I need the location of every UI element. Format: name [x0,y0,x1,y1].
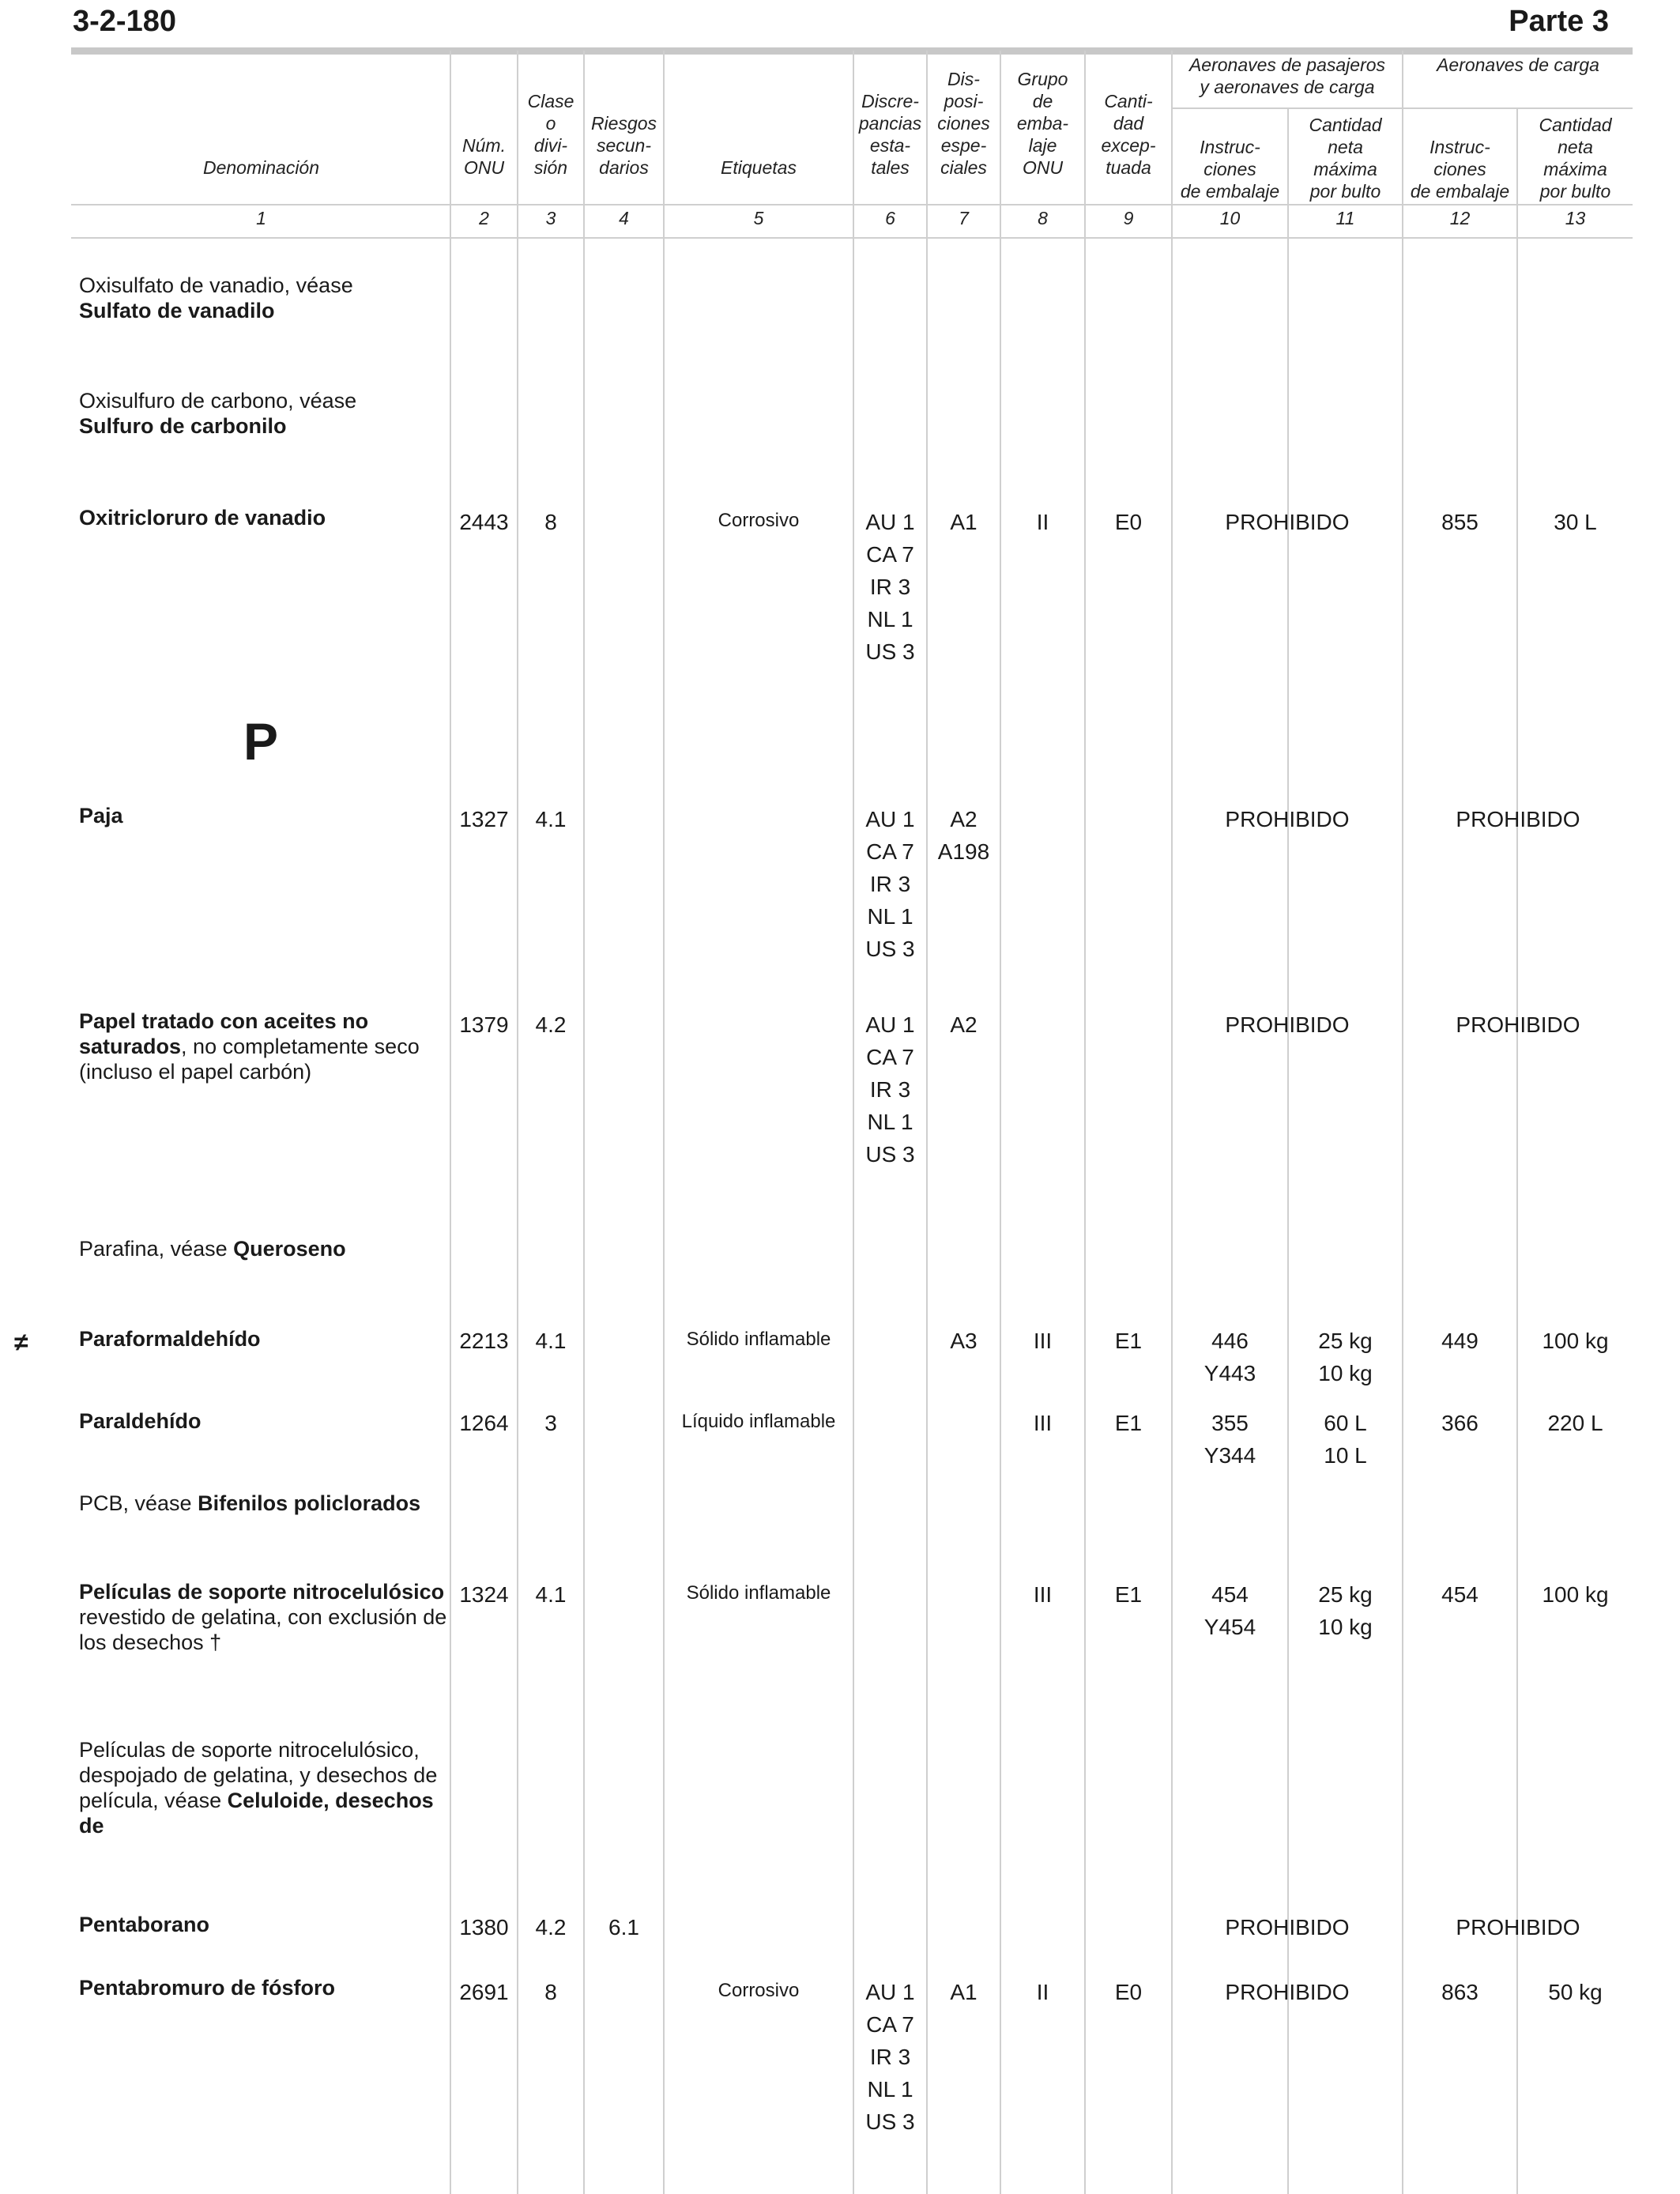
excepted-quantity: E0 [1114,1980,1143,2004]
change-mark: ≠ [14,1328,28,1356]
hazard-label: Corrosivo [718,510,800,531]
column-number: 4 [619,208,629,228]
col-header-un-number: Núm. ONU [462,135,506,178]
column-number: 11 [1335,208,1355,228]
column-divider [1402,51,1403,2194]
column-divider [1516,107,1518,2194]
group-header-cargo: Aeronaves de carga [1437,55,1599,75]
cargo-forbidden: PROHIBIDO [1456,1915,1580,1940]
class-division: 8 [544,510,557,534]
un-number: 1379 [459,1012,509,1037]
excepted-quantity: E0 [1114,510,1143,534]
excepted-quantity: E1 [1114,1411,1143,1435]
column-number: 12 [1449,208,1471,228]
col-header-subsidiary-risk: Riesgos secun- darios [590,113,657,178]
table-row-name: Paraldehído [79,1409,202,1433]
pax-forbidden: PROHIBIDO [1225,807,1350,831]
number-rule [71,237,1633,239]
cargo-max-qty: 100 kg [1542,1329,1609,1353]
class-division: 4.2 [535,1012,567,1037]
col-header-pax-max-qty: Cantidad neta máxima por bulto [1309,115,1382,202]
col-header-excepted-quantity: Canti- dad excep- tuada [1101,91,1156,178]
column-divider [1287,107,1289,2194]
special-provisions: A1 [950,1980,977,2004]
header-rule [71,204,1633,205]
col-header-state-variations: Discre- pancias esta- tales [858,91,922,178]
section-letter: P [243,712,279,771]
cargo-packing-instruction: 855 [1441,510,1478,534]
table-row-name: Oxitricloruro de vanadio [79,506,326,530]
un-number: 1264 [459,1411,509,1435]
un-number: 2443 [459,510,509,534]
pax-packing-instruction: 454 Y454 [1203,1582,1256,1639]
pax-packing-instruction: 355 Y344 [1203,1411,1256,1468]
state-variations: AU 1 CA 7 IR 3 NL 1 US 3 [865,807,915,961]
subsidiary-risk: 6.1 [608,1915,639,1940]
cargo-packing-instruction: 454 [1441,1582,1478,1607]
column-number: 13 [1565,208,1586,228]
hazard-label: Líquido inflamable [681,1411,836,1432]
column-number: 8 [1038,208,1048,228]
col-header-packing-group: Grupo de emba- laje ONU [1016,69,1069,178]
column-number: 7 [959,208,969,228]
column-number: 9 [1123,208,1134,228]
col-header-cargo-max-qty: Cantidad neta máxima por bulto [1539,115,1612,202]
table-row-name: Papel tratado con aceites no saturados, no completamente seco (incluso el papel carbón) [79,1009,420,1084]
col-header-cargo-packing-instructions: Instruc- ciones de embalaje [1410,137,1510,202]
cargo-max-qty: 50 kg [1548,1980,1603,2004]
special-provisions: A2 [950,1012,977,1037]
cargo-forbidden: PROHIBIDO [1456,807,1580,831]
hazard-label: Sólido inflamable [686,1329,831,1350]
col-header-class: Clase o divi- sión [527,91,574,178]
cargo-max-qty: 30 L [1554,510,1597,534]
group-rule [1171,107,1633,109]
excepted-quantity: E1 [1114,1329,1143,1353]
table-row-name: Parafina, véase Queroseno [79,1237,346,1261]
table-row-name: Oxisulfuro de carbono, véase Sulfuro de carbonilo [79,389,357,438]
cargo-packing-instruction: 366 [1441,1411,1478,1435]
pax-max-qty: 25 kg 10 kg [1318,1582,1373,1639]
pax-packing-instruction: 446 Y443 [1203,1329,1256,1385]
pax-max-qty: 60 L 10 L [1324,1411,1367,1468]
pax-max-qty: 25 kg 10 kg [1318,1329,1373,1385]
column-divider [517,51,518,2194]
column-number: 10 [1219,208,1241,228]
special-provisions: A3 [950,1329,977,1353]
state-variations: AU 1 CA 7 IR 3 NL 1 US 3 [865,1012,915,1167]
packing-group: II [1036,510,1049,534]
un-number: 2213 [459,1329,509,1353]
column-divider [926,51,928,2194]
special-provisions: A1 [950,510,977,534]
column-divider [1000,51,1001,2194]
hazard-label: Corrosivo [718,1980,800,2001]
table-row-name: PCB, véase Bifenilos policlorados [79,1491,421,1515]
packing-group: III [1033,1411,1053,1435]
pax-forbidden: PROHIBIDO [1225,1980,1350,2004]
cargo-packing-instruction: 449 [1441,1329,1478,1353]
group-header-passenger: Aeronaves de pasajeros y aeronaves de carga [1188,55,1386,97]
col-header-denominacion: Denominación [202,157,320,178]
table-row-name: Películas de soporte nitrocelulósico, despojado de gelatina, y desechos de película, véase Celuloide, desechos de [79,1738,438,1838]
part-title: Parte 3 [1509,5,1609,38]
cargo-packing-instruction: 863 [1441,1980,1478,2004]
special-provisions: A2 A198 [937,807,990,864]
page-number: 3-2-180 [73,5,176,38]
pax-forbidden: PROHIBIDO [1225,1915,1350,1940]
packing-group: II [1036,1980,1049,2004]
column-number: 5 [753,208,764,228]
class-division: 4.1 [535,1329,567,1353]
col-header-labels: Etiquetas [721,157,797,178]
packing-group: III [1033,1582,1053,1607]
un-number: 2691 [459,1980,509,2004]
column-number: 2 [479,208,489,228]
state-variations: AU 1 CA 7 IR 3 NL 1 US 3 [865,510,915,664]
column-divider [1084,51,1086,2194]
table-row-name: Pentaborano [79,1913,210,1936]
pax-forbidden: PROHIBIDO [1225,1012,1350,1037]
column-divider [663,51,665,2194]
un-number: 1324 [459,1582,509,1607]
hazard-label: Sólido inflamable [686,1582,831,1604]
column-number: 6 [885,208,895,228]
cargo-forbidden: PROHIBIDO [1456,1012,1580,1037]
column-number: 3 [545,208,556,228]
cargo-max-qty: 100 kg [1542,1582,1609,1607]
table-row-name: Oxisulfato de vanadio, véase Sulfato de vanadilo [79,273,353,322]
col-header-pax-packing-instructions: Instruc- ciones de embalaje [1180,137,1280,202]
column-divider [583,51,585,2194]
class-division: 4.1 [535,807,567,831]
table-row-name: Películas de soporte nitrocelulósico revestido de gelatina, con exclusión de los desechos † [79,1580,447,1654]
col-header-special-provisions: Dis- posi- ciones espe- ciales [937,69,990,178]
un-number: 1327 [459,807,509,831]
un-number: 1380 [459,1915,509,1940]
column-divider [1171,51,1173,2194]
class-division: 4.2 [535,1915,567,1940]
column-number: 1 [256,208,266,228]
excepted-quantity: E1 [1114,1582,1143,1607]
packing-group: III [1033,1329,1053,1353]
pax-forbidden: PROHIBIDO [1225,510,1350,534]
table-row-name: Pentabromuro de fósforo [79,1976,336,2000]
state-variations: AU 1 CA 7 IR 3 NL 1 US 3 [865,1980,915,2134]
class-division: 8 [544,1980,557,2004]
class-division: 4.1 [535,1582,567,1607]
cargo-max-qty: 220 L [1547,1411,1603,1435]
page-header [0,3,1680,51]
table-row-name: Paja [79,804,123,827]
table-row-name: Paraformaldehído [79,1327,261,1351]
class-division: 3 [544,1411,557,1435]
column-divider [450,51,451,2194]
